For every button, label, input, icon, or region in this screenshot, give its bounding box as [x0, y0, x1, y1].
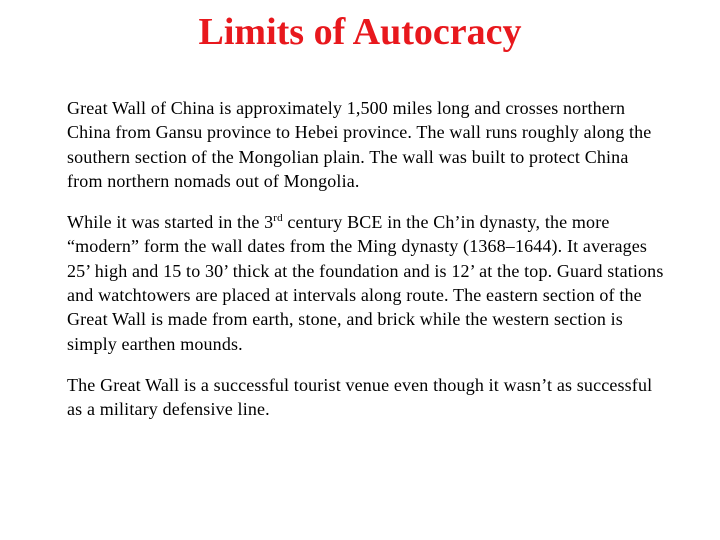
paragraph-great-wall-history	[67, 210, 667, 356]
paragraph-history-text-start: While it was started in the 3	[67, 212, 274, 233]
slide-body	[67, 96, 667, 439]
paragraph-history-text-rest: century BCE in the Ch’in dynasty, the more “modern” form the wall dates from the Ming dynasty (1368–1644). It averages 25’ high and 15 to 30’ thick at the foundation and is 12’ at the top. Guard stations and watchtowers are placed at intervals along route. The eastern section of the Great Wall is made from earth, stone, and brick while the western section is simply earthen mounds.	[67, 212, 664, 354]
ordinal-superscript: rd	[273, 212, 283, 225]
paragraph-great-wall-overview: Great Wall of China is approximately 1,500 miles long and crosses northern China from Gansu province to Hebei province. The wall runs roughly along the southern section of the Mongolian plain. The wall was built to protect China from northern nomads out of Mongolia.	[67, 98, 652, 191]
slide-title: Limits of Autocracy	[198, 11, 522, 53]
paragraph-great-wall-tourism: The Great Wall is a successful tourist venue even though it wasn’t as successful as a military defensive line.	[67, 374, 653, 420]
